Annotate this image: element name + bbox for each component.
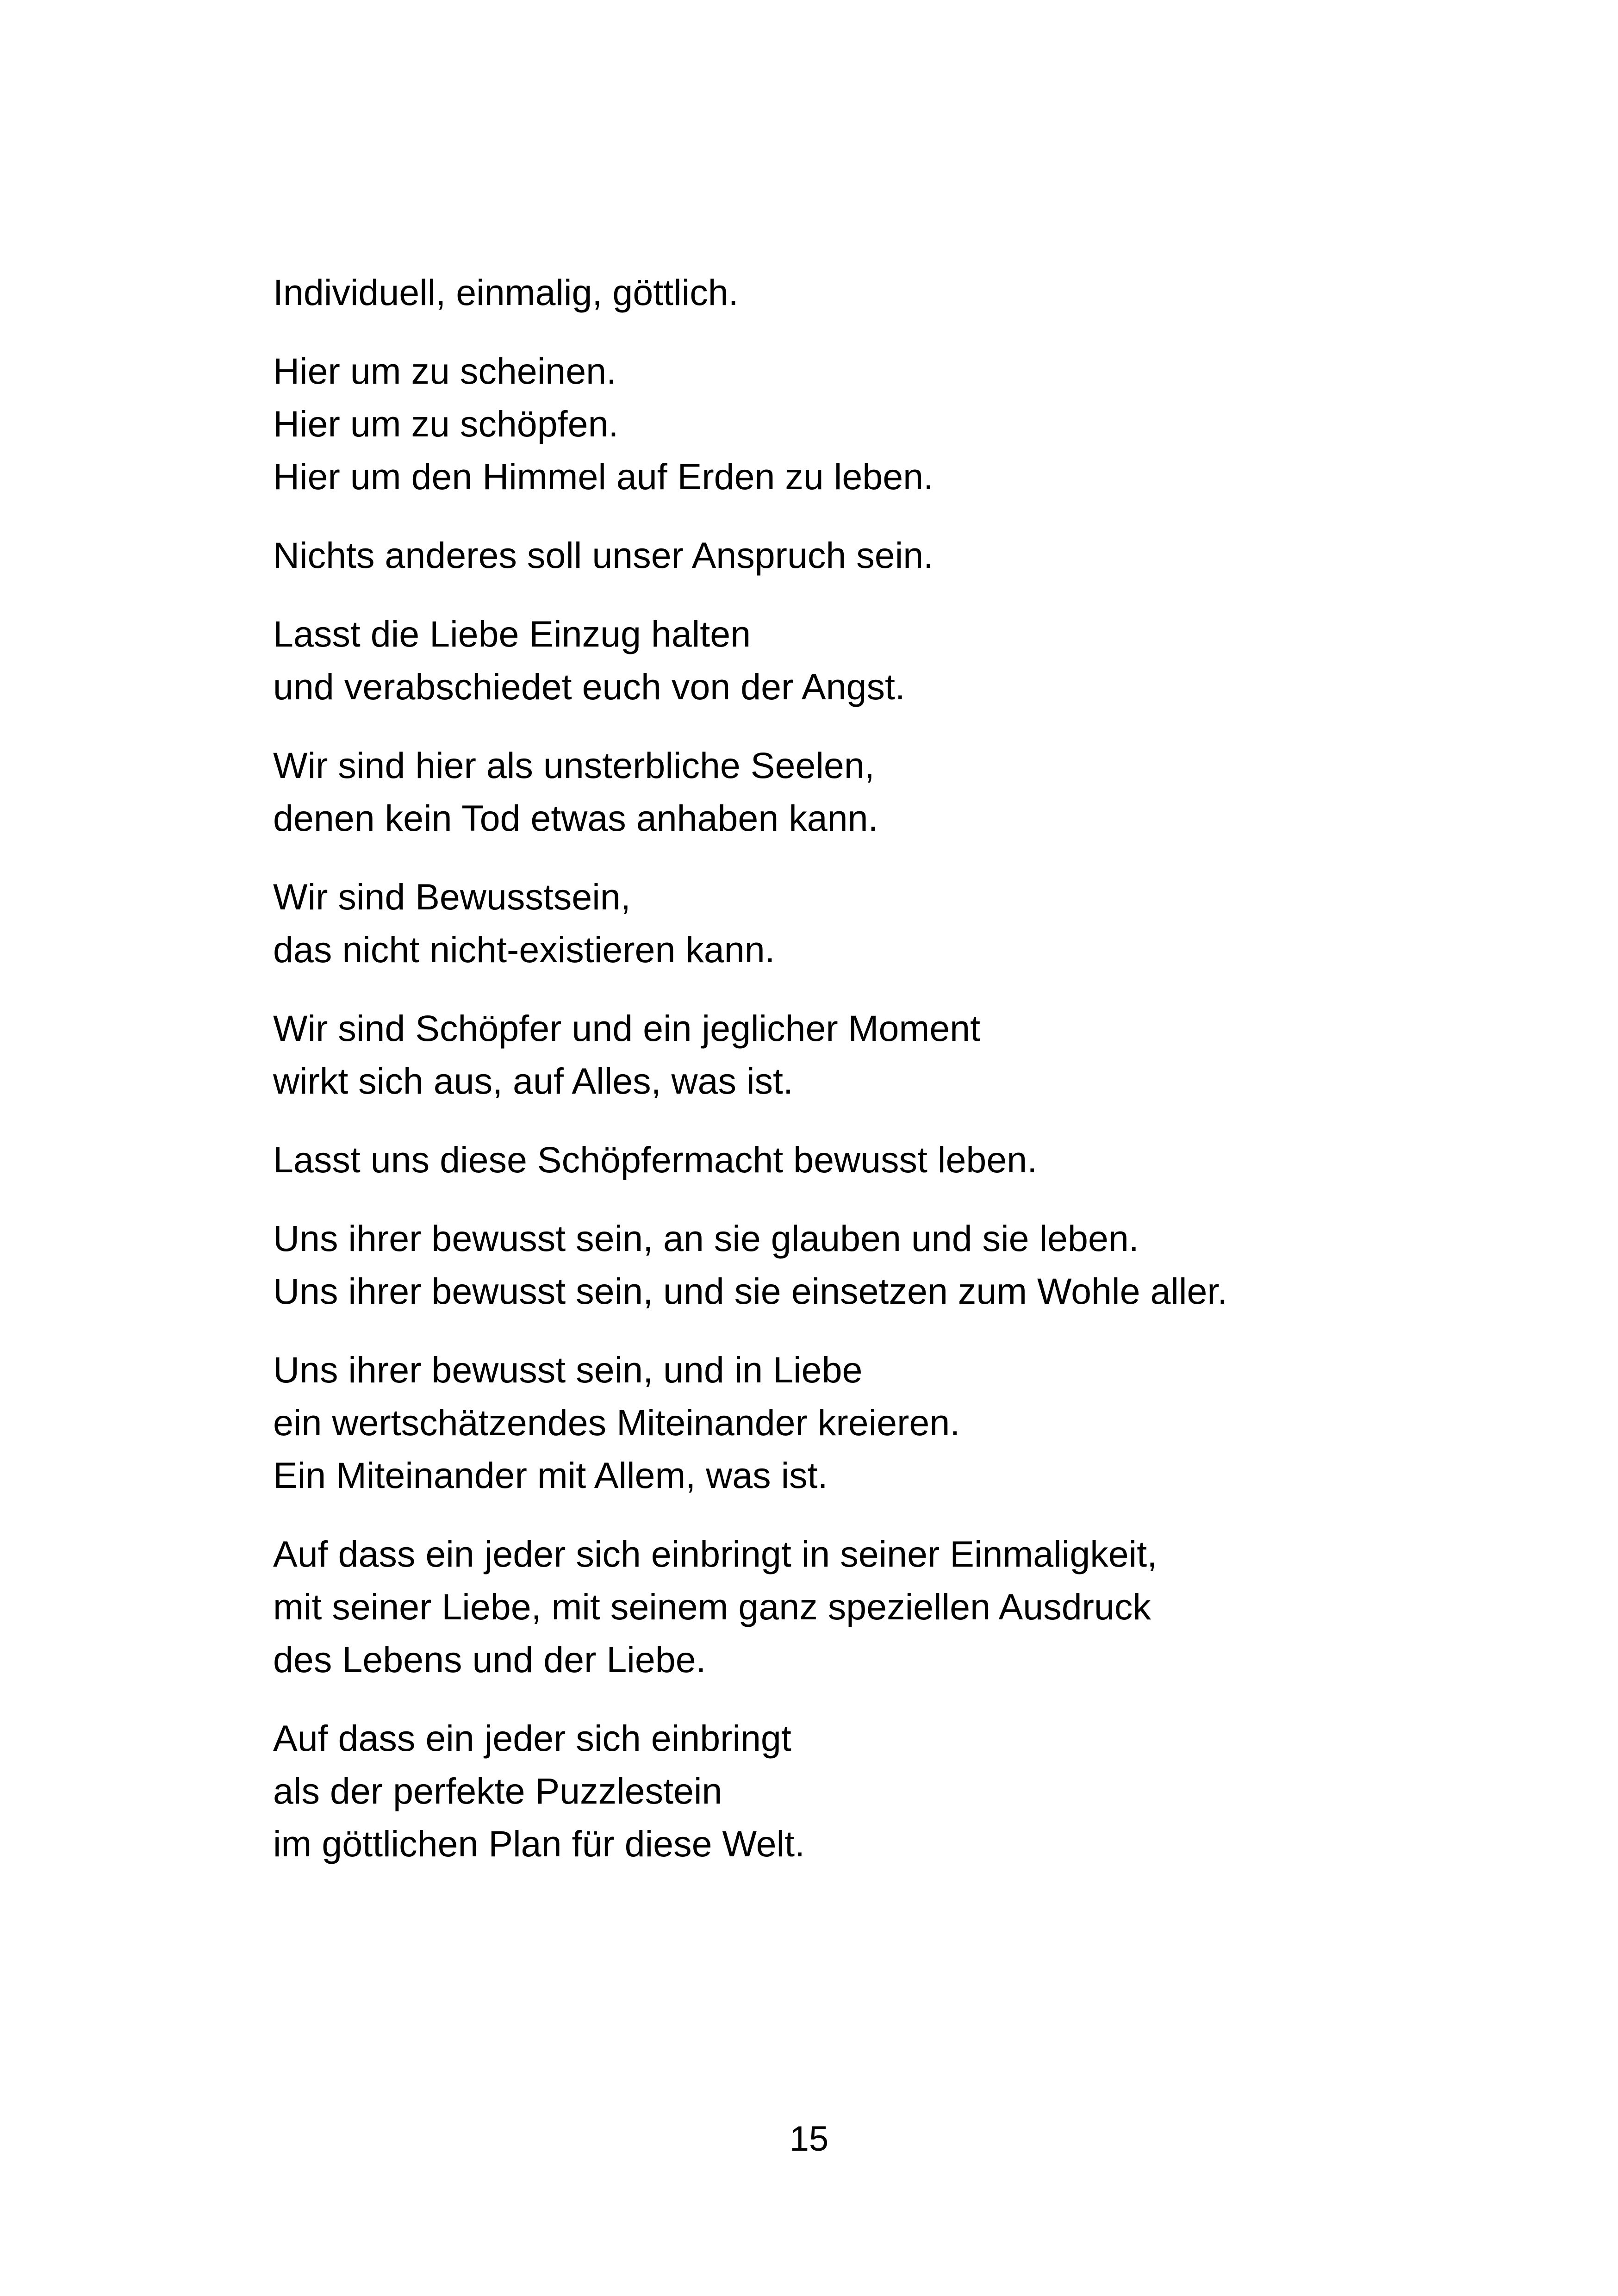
- stanza: [273, 529, 1430, 582]
- poem-line: des Lebens und der Liebe.: [273, 1639, 706, 1680]
- poem-line: mit seiner Liebe, mit seinem ganz speziellen Ausdruck: [273, 1586, 1151, 1627]
- poem-line: Ein Miteinander mit Allem, was ist.: [273, 1455, 828, 1496]
- poem-line: Nichts anderes soll unser Anspruch sein.: [273, 535, 934, 576]
- poem-line: das nicht nicht-existieren kann.: [273, 929, 775, 970]
- poem-line: Uns ihrer bewusst sein, an sie glauben und sie leben.: [273, 1218, 1139, 1259]
- poem-line: Uns ihrer bewusst sein, und sie einsetzen zum Wohle aller.: [273, 1270, 1228, 1312]
- stanza: [273, 1344, 1430, 1502]
- poem-line: Hier um zu schöpfen.: [273, 403, 619, 444]
- poem-line: als der perfekte Puzzlestein: [273, 1770, 722, 1811]
- page-number: 15: [789, 2119, 829, 2159]
- stanza: [273, 1212, 1430, 1318]
- poem-line: Hier um zu scheinen.: [273, 350, 617, 392]
- poem-line: Uns ihrer bewusst sein, und in Liebe: [273, 1349, 863, 1390]
- poem-line: Lasst uns diese Schöpfermacht bewusst leben.: [273, 1139, 1038, 1180]
- poem-line: denen kein Tod etwas anhaben kann.: [273, 797, 878, 839]
- poem-line: wirkt sich aus, auf Alles, was ist.: [273, 1060, 793, 1101]
- poem-line: Auf dass ein jeder sich einbringt in seiner Einmaligkeit,: [273, 1533, 1157, 1574]
- poem-line: ein wertschätzendes Miteinander kreieren.: [273, 1402, 960, 1443]
- poem-line: Wir sind hier als unsterbliche Seelen,: [273, 745, 875, 786]
- stanza: [273, 1133, 1430, 1186]
- stanza: [273, 1528, 1430, 1686]
- stanza: [273, 1002, 1430, 1108]
- poem-line: Wir sind Schöpfer und ein jeglicher Moment: [273, 1008, 981, 1049]
- stanza: [273, 1712, 1430, 1870]
- poem-line: und verabschiedet euch von der Angst.: [273, 666, 905, 707]
- stanza: [273, 266, 1430, 319]
- poem-text: [273, 266, 1430, 1896]
- stanza: [273, 608, 1430, 713]
- poem-line: Auf dass ein jeder sich einbringt: [273, 1717, 791, 1759]
- poem-line: im göttlichen Plan für diese Welt.: [273, 1823, 805, 1864]
- poem-line: Hier um den Himmel auf Erden zu leben.: [273, 456, 934, 497]
- poem-line: Individuell, einmalig, göttlich.: [273, 272, 739, 313]
- poem-line: Wir sind Bewusstsein,: [273, 876, 631, 917]
- stanza: [273, 871, 1430, 976]
- stanza: [273, 739, 1430, 845]
- stanza: [273, 345, 1430, 503]
- poem-line: Lasst die Liebe Einzug halten: [273, 613, 751, 654]
